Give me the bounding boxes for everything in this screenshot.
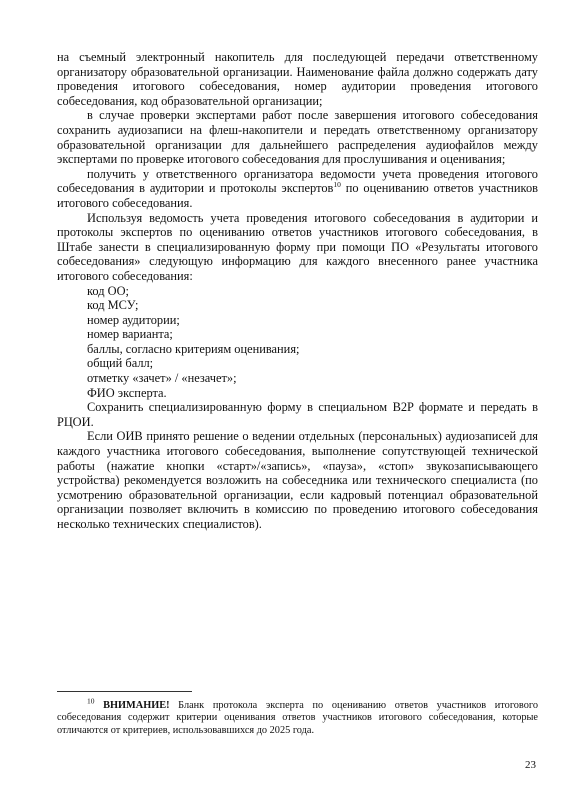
document-body [57, 50, 538, 532]
list-item: номер варианта; [87, 327, 173, 342]
paragraph-2: в случае проверки экспертами работ после завершения итогового собеседования сохранить аудиозаписи на флеш-накопители и передать ответственному организатору образовательной организации для дальнейшего распределения аудиофайлов между экспертами по проверке итогового собеседования для прослушивания и оценивания; [57, 108, 538, 167]
paragraph-5: Сохранить специализированную форму в специальном B2P формате и передать в РЦОИ. [57, 400, 538, 429]
paragraph-6: Если ОИВ принято решение о ведении отдельных (персональных) аудиозаписей для каждого участника итогового собеседования, выполнение сопутствующей технической работы (нажатие кнопки «старт»/«запись», «пауза», «стоп» звукозаписывающего устройства) рекомендуется возложить на собеседника или технического специалиста (по усмотрению образовательной организации, если кадровый потенциал образовательной организации позволяет включить в комиссию по проведению итогового собеседования несколько технических специалистов). [57, 429, 538, 531]
list-item: номер аудитории; [87, 312, 180, 327]
footnote-reference[interactable]: 10 [333, 180, 341, 190]
list-item: код МСУ; [87, 298, 139, 313]
paragraph-3-text-end: по оцениванию ответов участников итогового собеседования. [57, 181, 538, 210]
paragraph-3-text: получить у ответственного организатора ведомости учета проведения итогового собеседования в аудитории и протоколы экспертов [57, 166, 538, 196]
paragraph-3 [57, 167, 538, 211]
page-number: 23 [525, 759, 536, 771]
paragraph-1: на съемный электронный накопитель для последующей передачи ответственному организатору образовательной организации. Наименование файла должно содержать дату проведения итогового собеседования, номер аудитории проведения итогового собеседования, код образовательной организации; [57, 50, 538, 108]
paragraph-4: Используя ведомость учета проведения итогового собеседования в аудитории и протоколы экспертов по оцениванию ответов участников итогового собеседования, в Штабе занести в специализированную форму при помощи ПО «Результаты итогового собеседования» следующую информацию для каждого внесенного ранее участника итогового собеседования: [57, 210, 538, 283]
list-item: ФИО эксперта. [87, 385, 167, 400]
list-item: отметку «зачет» / «незачет»; [87, 371, 237, 386]
footnote [57, 696, 538, 737]
footnote-number: 10 [87, 696, 95, 706]
footnote-divider [57, 691, 192, 692]
list-item: баллы, согласно критериям оценивания; [87, 341, 300, 356]
list-item: общий балл; [87, 356, 154, 371]
footnote-warning-label: ВНИМАНИЕ! [103, 700, 170, 711]
footnote-text: Бланк протокола эксперта по оцениванию ответов участников итогового собеседования содержит критерии оценивания ответов участников итогового собеседования, которые отличаются от критериев, использовавшихся до 2025 года. [57, 700, 538, 736]
list-item: код ОО; [87, 283, 129, 298]
info-list [57, 284, 538, 401]
